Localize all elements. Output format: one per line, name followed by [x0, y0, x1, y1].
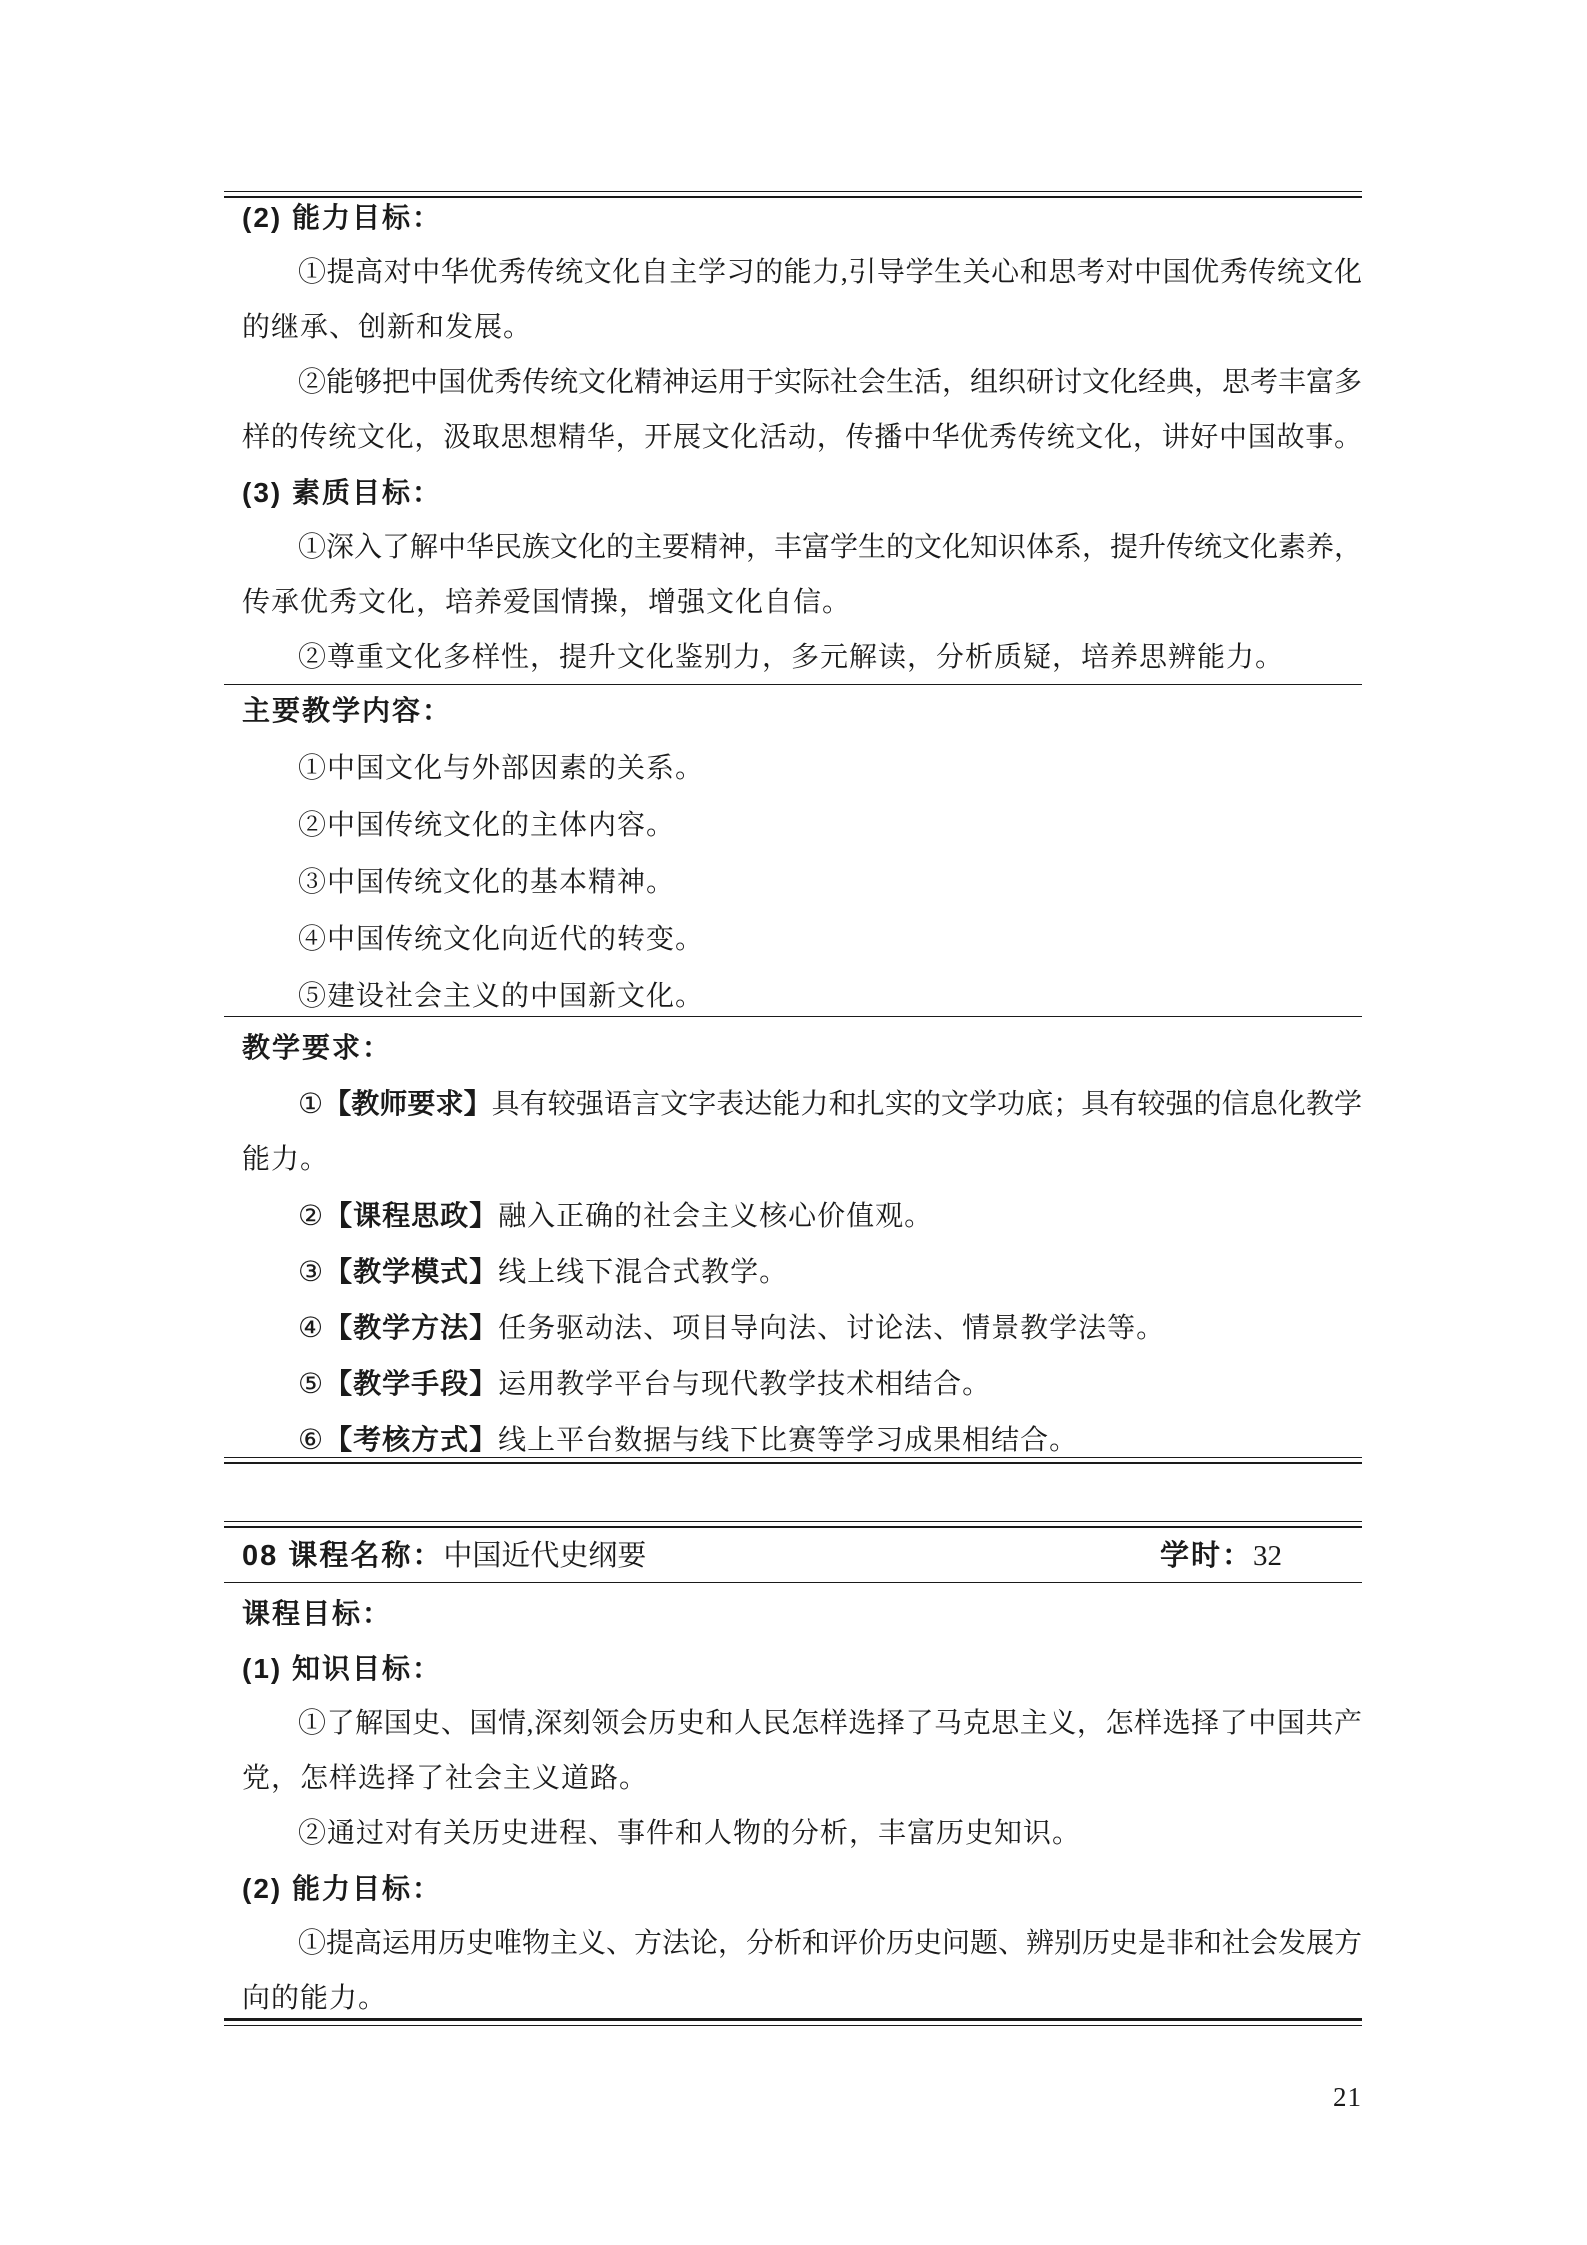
requirement-2-text: 融入正确的社会主义核心价值观。: [498, 1201, 934, 1232]
quality-item-1-line-1: ①深入了解中华民族文化的主要精神，丰富学生的文化知识体系，提升传统文化素养，: [298, 532, 1363, 563]
requirement-6-tag: 【考核方式】: [324, 1424, 499, 1455]
requirements-heading: 教学要求：: [242, 1032, 393, 1063]
requirement-1-text: 具有较强语言文字表达能力和扎实的文学功底；具有较强的信息化教学: [491, 1089, 1362, 1120]
ability-item-2-line-1: ②能够把中国优秀传统文化精神运用于实际社会生活，组织研讨文化经典，思考丰富多: [298, 367, 1363, 398]
course08-knowledge-item-1-line-2: 党，怎样选择了社会主义道路。: [242, 1763, 649, 1794]
course08-hours-value: 32: [1253, 1540, 1283, 1572]
course08-ability-item-1-line-1: ①提高运用历史唯物主义、方法论，分析和评价历史问题、辨别历史是非和社会发展方: [298, 1928, 1363, 1959]
course08-knowledge-heading: (1) 知识目标：: [242, 1653, 443, 1684]
teaching-content-item-2: ②中国传统文化的主体内容。: [298, 810, 676, 841]
requirement-item-3: [224, 1254, 1362, 1290]
requirement-5-number: ⑤: [298, 1369, 325, 1400]
teaching-content-item-3: ③中国传统文化的基本精神。: [298, 867, 676, 898]
course08-ability-heading: (2) 能力目标：: [242, 1873, 443, 1904]
ability-item-1-line-1: ①提高对中华优秀传统文化自主学习的能力,引导学生关心和思考对中国优秀传统文化: [298, 257, 1362, 288]
teaching-content-item-1: ①中国文化与外部因素的关系。: [298, 753, 705, 784]
requirement-4-number: ④: [298, 1313, 325, 1344]
course08-hours-label: 学时：: [1160, 1540, 1254, 1572]
requirement-3-text: 线上线下混合式教学。: [498, 1257, 789, 1288]
quality-item-2: ②尊重文化多样性，提升文化鉴别力，多元解读，分析质疑，培养思辨能力。: [298, 642, 1285, 673]
requirement-item-1-line-2: 能力。: [242, 1144, 330, 1175]
ability-goal-heading: (2) 能力目标：: [242, 202, 443, 233]
requirements-divider: [224, 1016, 1362, 1017]
requirement-item-5: [224, 1366, 1362, 1402]
course08-name: 中国近代史纲要: [443, 1540, 647, 1572]
table-bottom-border: [224, 1457, 1362, 1464]
requirement-6-text: 线上平台数据与线下比赛等学习成果相结合。: [498, 1425, 1079, 1456]
requirement-6-number: ⑥: [298, 1425, 325, 1456]
teaching-content-item-4: ④中国传统文化向近代的转变。: [298, 924, 705, 955]
teaching-content-item-5: ⑤建设社会主义的中国新文化。: [298, 981, 705, 1012]
requirement-item-1-line-1: [224, 1086, 1362, 1122]
requirement-3-tag: 【教学模式】: [324, 1256, 499, 1287]
quality-item-1-line-2: 传承优秀文化，培养爱国情操，增强文化自信。: [242, 587, 852, 618]
course08-id-label: 08 课程名称：: [242, 1540, 444, 1572]
requirement-3-number: ③: [298, 1257, 325, 1288]
course08-objectives-heading: 课程目标：: [242, 1598, 393, 1629]
requirement-item-6: [224, 1422, 1362, 1458]
requirement-1-number: ①: [298, 1089, 324, 1120]
ability-item-2-line-2: 样的传统文化，汲取思想精华，开展文化活动，传播中华优秀传统文化，讲好中国故事。: [242, 422, 1362, 453]
requirement-4-tag: 【教学方法】: [324, 1312, 499, 1343]
course08-title: [242, 1533, 646, 1574]
course08-ability-item-1-line-2: 向的能力。: [242, 1983, 388, 2014]
teaching-content-heading: 主要教学内容：: [242, 695, 453, 726]
requirement-1-tag: 【教师要求】: [323, 1088, 492, 1119]
requirement-item-2: [224, 1198, 1362, 1234]
requirement-2-tag: 【课程思政】: [324, 1200, 499, 1231]
ability-item-1-line-2: 的继承、创新和发展。: [242, 312, 533, 343]
page-number: 21: [1333, 2082, 1362, 2112]
teaching-content-divider: [224, 684, 1362, 685]
table-continuation-top-border: [224, 191, 1362, 198]
quality-goal-heading: (3) 素质目标：: [242, 477, 443, 508]
course08-header-divider: [224, 1582, 1362, 1583]
requirement-item-4: [224, 1310, 1362, 1346]
page-content: [224, 0, 1362, 2245]
course08-knowledge-item-2: ②通过对有关历史进程、事件和人物的分析，丰富历史知识。: [298, 1818, 1082, 1849]
course08-knowledge-item-1-line-1: ①了解国史、国情,深刻领会历史和人民怎样选择了马克思主义，怎样选择了中国共产: [298, 1708, 1362, 1739]
course08-hours: [1160, 1533, 1282, 1574]
course08-header-row: [224, 1527, 1362, 1582]
page-break-border: [224, 2018, 1362, 2026]
requirement-5-text: 运用教学平台与现代教学技术相结合。: [498, 1369, 992, 1400]
requirement-2-number: ②: [298, 1201, 325, 1232]
requirement-5-tag: 【教学手段】: [324, 1368, 499, 1399]
requirement-4-text: 任务驱动法、项目导向法、讨论法、情景教学法等。: [498, 1313, 1166, 1344]
